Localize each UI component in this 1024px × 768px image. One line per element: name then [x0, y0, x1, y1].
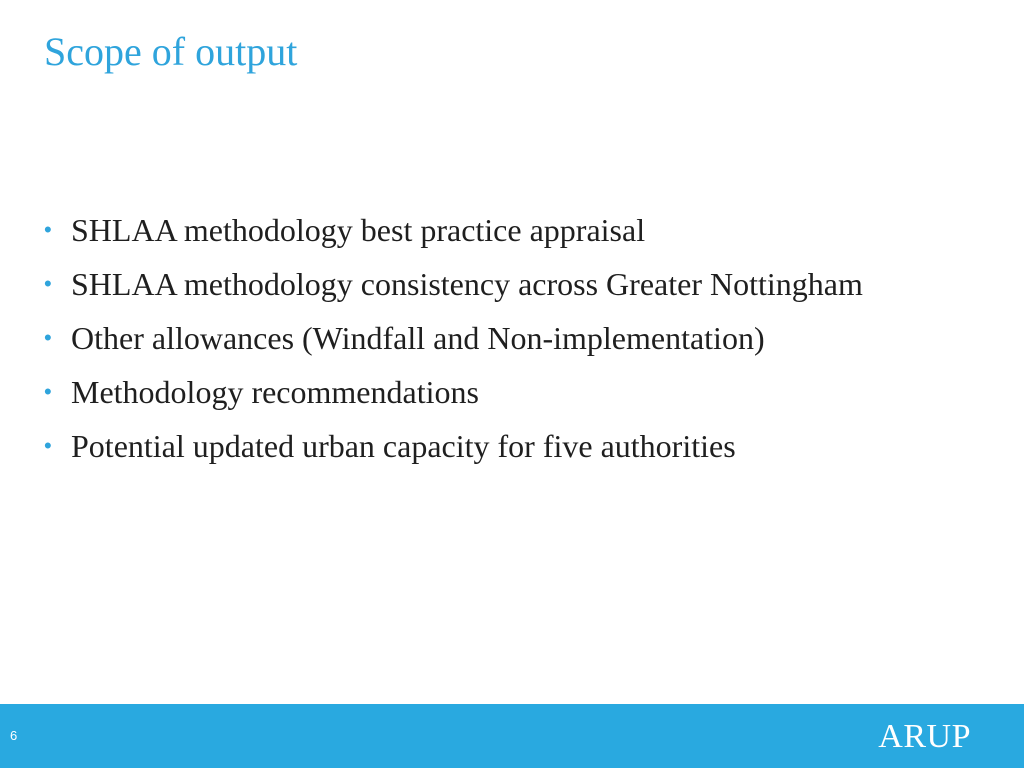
bullet-text: Potential updated urban capacity for five authorities	[71, 428, 736, 464]
list-item	[44, 423, 863, 477]
bullet-icon: •	[44, 379, 52, 404]
footer-bar	[0, 704, 1024, 768]
bullet-text: Methodology recommendations	[71, 374, 479, 410]
list-item	[44, 315, 863, 369]
bullet-text: SHLAA methodology best practice appraisal	[71, 212, 646, 248]
slide-title: Scope of output	[44, 29, 298, 74]
page-number: 6	[10, 728, 18, 743]
bullet-icon: •	[44, 217, 52, 242]
list-item	[44, 369, 863, 423]
bullet-icon: •	[44, 271, 52, 296]
bullet-icon: •	[44, 433, 52, 458]
bullet-text: Other allowances (Windfall and Non-implementation)	[71, 320, 765, 356]
list-item	[44, 261, 863, 315]
bullet-list	[44, 207, 863, 477]
bullet-text: SHLAA methodology consistency across Greater Nottingham	[71, 266, 863, 302]
list-item	[44, 207, 863, 261]
arup-logo: ARUP	[878, 718, 971, 755]
bullet-icon: •	[44, 325, 52, 350]
